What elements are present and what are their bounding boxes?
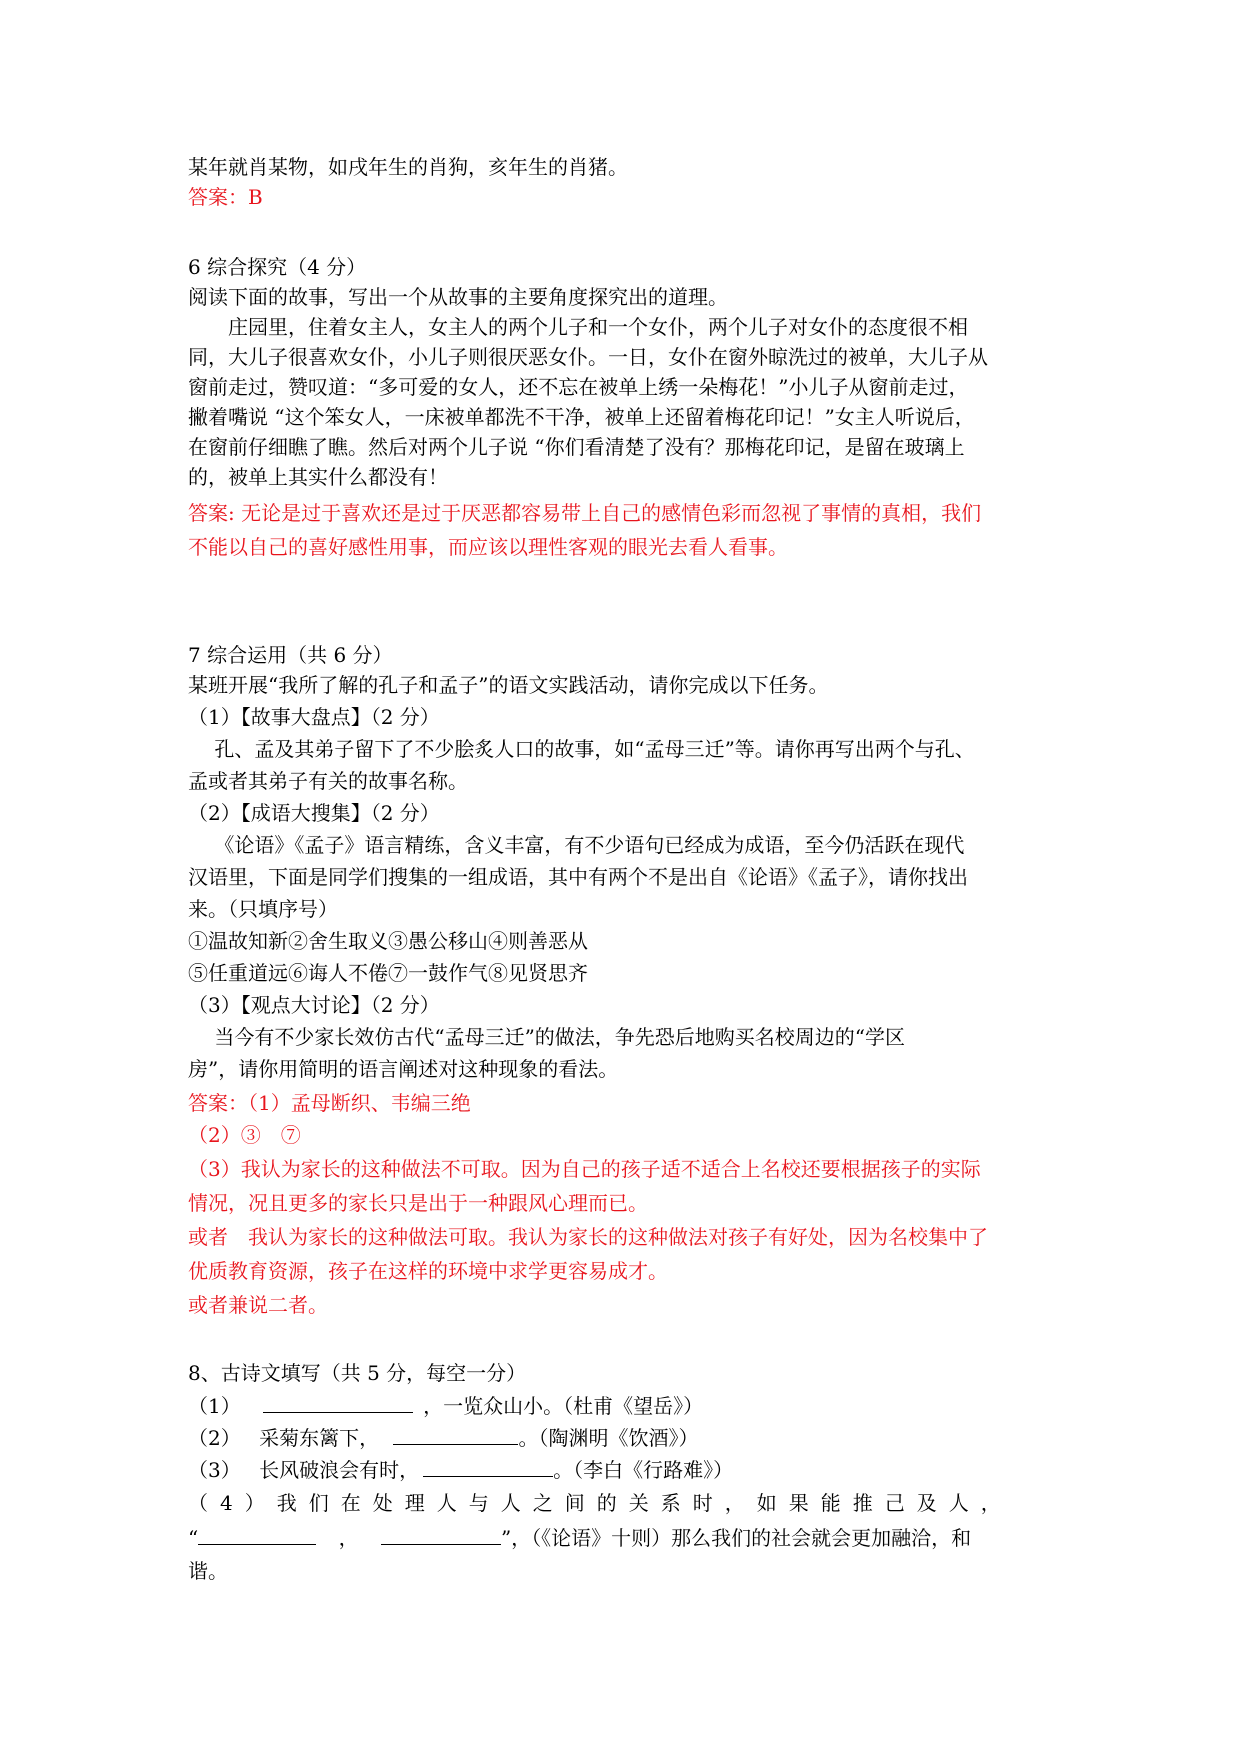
q8-item-2-text: 采菊东篱下， <box>259 1426 380 1450</box>
q7-idioms-row: ①温故知新②舍生取义③愚公移山④则善恶从 <box>188 929 588 953</box>
q7-part2-line: 来。（只填序号） <box>188 897 338 921</box>
q6-story-line: 在窗前仔细瞧了瞧。然后对两个儿子说 “你们看清楚了没有？那梅花印记，是留在玻璃上 <box>188 435 965 459</box>
q8-item-4-source: （《论语》十则）那么我们的社会就会更加融洽，和 <box>531 1526 972 1550</box>
q8-item-3-blank[interactable] <box>423 1454 553 1477</box>
q8-item-4-end: 谐。 <box>188 1559 228 1583</box>
q7-part3-line: 当今有不少家长效仿古代“孟母三迁”的做法，争先恐后地购买名校周边的“学区 <box>188 1025 906 1049</box>
q7-part1-line: 孔、孟及其弟子留下了不少脍炙人口的故事，如“孟母三迁”等。请你再写出两个与孔、 <box>188 737 975 761</box>
q8-item-1-number: （1） <box>188 1394 241 1418</box>
q8-item-2-number: （2） <box>188 1426 241 1450</box>
q6-story-line: 同，大儿子很喜欢女仆，小儿子则很厌恶女仆。一日，女仆在窗外晾洗过的被单，大儿子从 <box>188 345 988 369</box>
q7-part2-line: 《论语》《孟子》语言精练，含义丰富，有不少语句已经成为成语，至今仍活跃在现代 <box>188 833 965 857</box>
q8-item-4-line2 <box>188 1522 971 1553</box>
q7-part1-line: 孟或者其弟子有关的故事名称。 <box>188 769 468 793</box>
intro-answer: 答案：B <box>188 185 263 209</box>
intro-line: 某年就肖某物，如戌年生的肖狗，亥年生的肖猪。 <box>188 155 628 179</box>
q6-story-line: 窗前走过，赞叹道：“多可爱的女人，还不忘在被单上绣一朵梅花！”小儿子从窗前走过， <box>188 375 969 399</box>
q6-story-line: 的，被单上其实什么都没有！ <box>188 465 448 489</box>
q7-part1-title: （1）【故事大盘点】（2 分） <box>188 705 440 729</box>
q6-story-line: 撇着嘴说 “这个笨女人，一床被单都洗不干净，被单上还留着梅花印记！”女主人听说后， <box>188 405 975 429</box>
q7-title: 7 综合运用（共 6 分） <box>188 643 393 667</box>
q8-item-3-number: （3） <box>188 1458 241 1482</box>
q8-item-2 <box>188 1422 698 1453</box>
q7-part2-line: 汉语里，下面是同学们搜集的一组成语，其中有两个不是出自《论语》《孟子》，请你找出 <box>188 865 968 889</box>
q7-part3-title: （3）【观点大讨论】（2 分） <box>188 993 440 1017</box>
q7-answer-line: 答案：（1）孟母断织、韦编三绝 <box>188 1091 471 1115</box>
q8-item-1-blank[interactable] <box>263 1390 413 1413</box>
q8-item-3-text: 长风破浪会有时， <box>259 1458 420 1482</box>
q6-title: 6 综合探究（4 分） <box>188 255 367 279</box>
q7-idioms-row: ⑤任重道远⑥诲人不倦⑦一鼓作气⑧见贤思齐 <box>188 961 588 985</box>
q8-item-4-close-quote: ”， <box>500 1526 532 1550</box>
q8-item-2-blank[interactable] <box>393 1422 518 1445</box>
q8-item-4-open-quote: “ <box>188 1526 199 1550</box>
q8-item-4-blank-1[interactable] <box>198 1522 316 1545</box>
q6-story-line: 庄园里，住着女主人，女主人的两个儿子和一个女仆，两个儿子对女仆的态度很不相 <box>188 315 968 339</box>
q7-intro: 某班开展“我所了解的孔子和孟子”的语文实践活动，请你完成以下任务。 <box>188 673 829 697</box>
q7-answer-line: 或者 我认为家长的这种做法可取。我认为家长的这种做法对孩子有好处，因为名校集中了 <box>188 1225 988 1249</box>
q7-answer-line: 或者兼说二者。 <box>188 1293 328 1317</box>
q8-item-2-source: 。（陶渊明《饮酒》） <box>518 1426 699 1450</box>
q8-item-4-comma: ， <box>338 1526 359 1550</box>
q7-answer-line: （2）③ ⑦ <box>188 1123 301 1147</box>
q8-title: 8、古诗文填写（共 5 分，每空一分） <box>188 1361 527 1385</box>
q7-answer-line: （3）我认为家长的这种做法不可取。因为自己的孩子适不适合上名校还要根据孩子的实际 <box>188 1157 981 1181</box>
q8-item-3-source: 。（李白《行路难》） <box>553 1458 734 1482</box>
q6-answer-line: 答案: 无论是过于喜欢还是过于厌恶都容易带上自己的感情色彩而忽视了事情的真相，我们 <box>188 501 982 525</box>
q8-item-4-blank-2[interactable] <box>381 1522 501 1545</box>
q6-prompt: 阅读下面的故事，写出一个从故事的主要角度探究出的道理。 <box>188 285 728 309</box>
q8-item-1 <box>188 1390 703 1421</box>
q8-item-1-text: ，一览众山小。（杜甫《望岳》） <box>423 1394 704 1418</box>
q7-part2-title: （2）【成语大搜集】（2 分） <box>188 801 440 825</box>
q6-answer-line: 不能以自己的喜好感性用事，而应该以理性客观的眼光去看人看事。 <box>188 535 788 559</box>
q7-answer-line: 情况，况且更多的家长只是出于一种跟风心理而已。 <box>188 1191 648 1215</box>
q8-item-4-line1: （4）我们在处理人与人之间的关系时，如果能推己及人， <box>188 1491 1013 1515</box>
q8-item-3 <box>188 1454 733 1485</box>
q7-answer-line: 优质教育资源，孩子在这样的环境中求学更容易成才。 <box>188 1259 668 1283</box>
q7-part3-line: 房”，请你用简明的语言阐述对这种现象的看法。 <box>188 1057 619 1081</box>
